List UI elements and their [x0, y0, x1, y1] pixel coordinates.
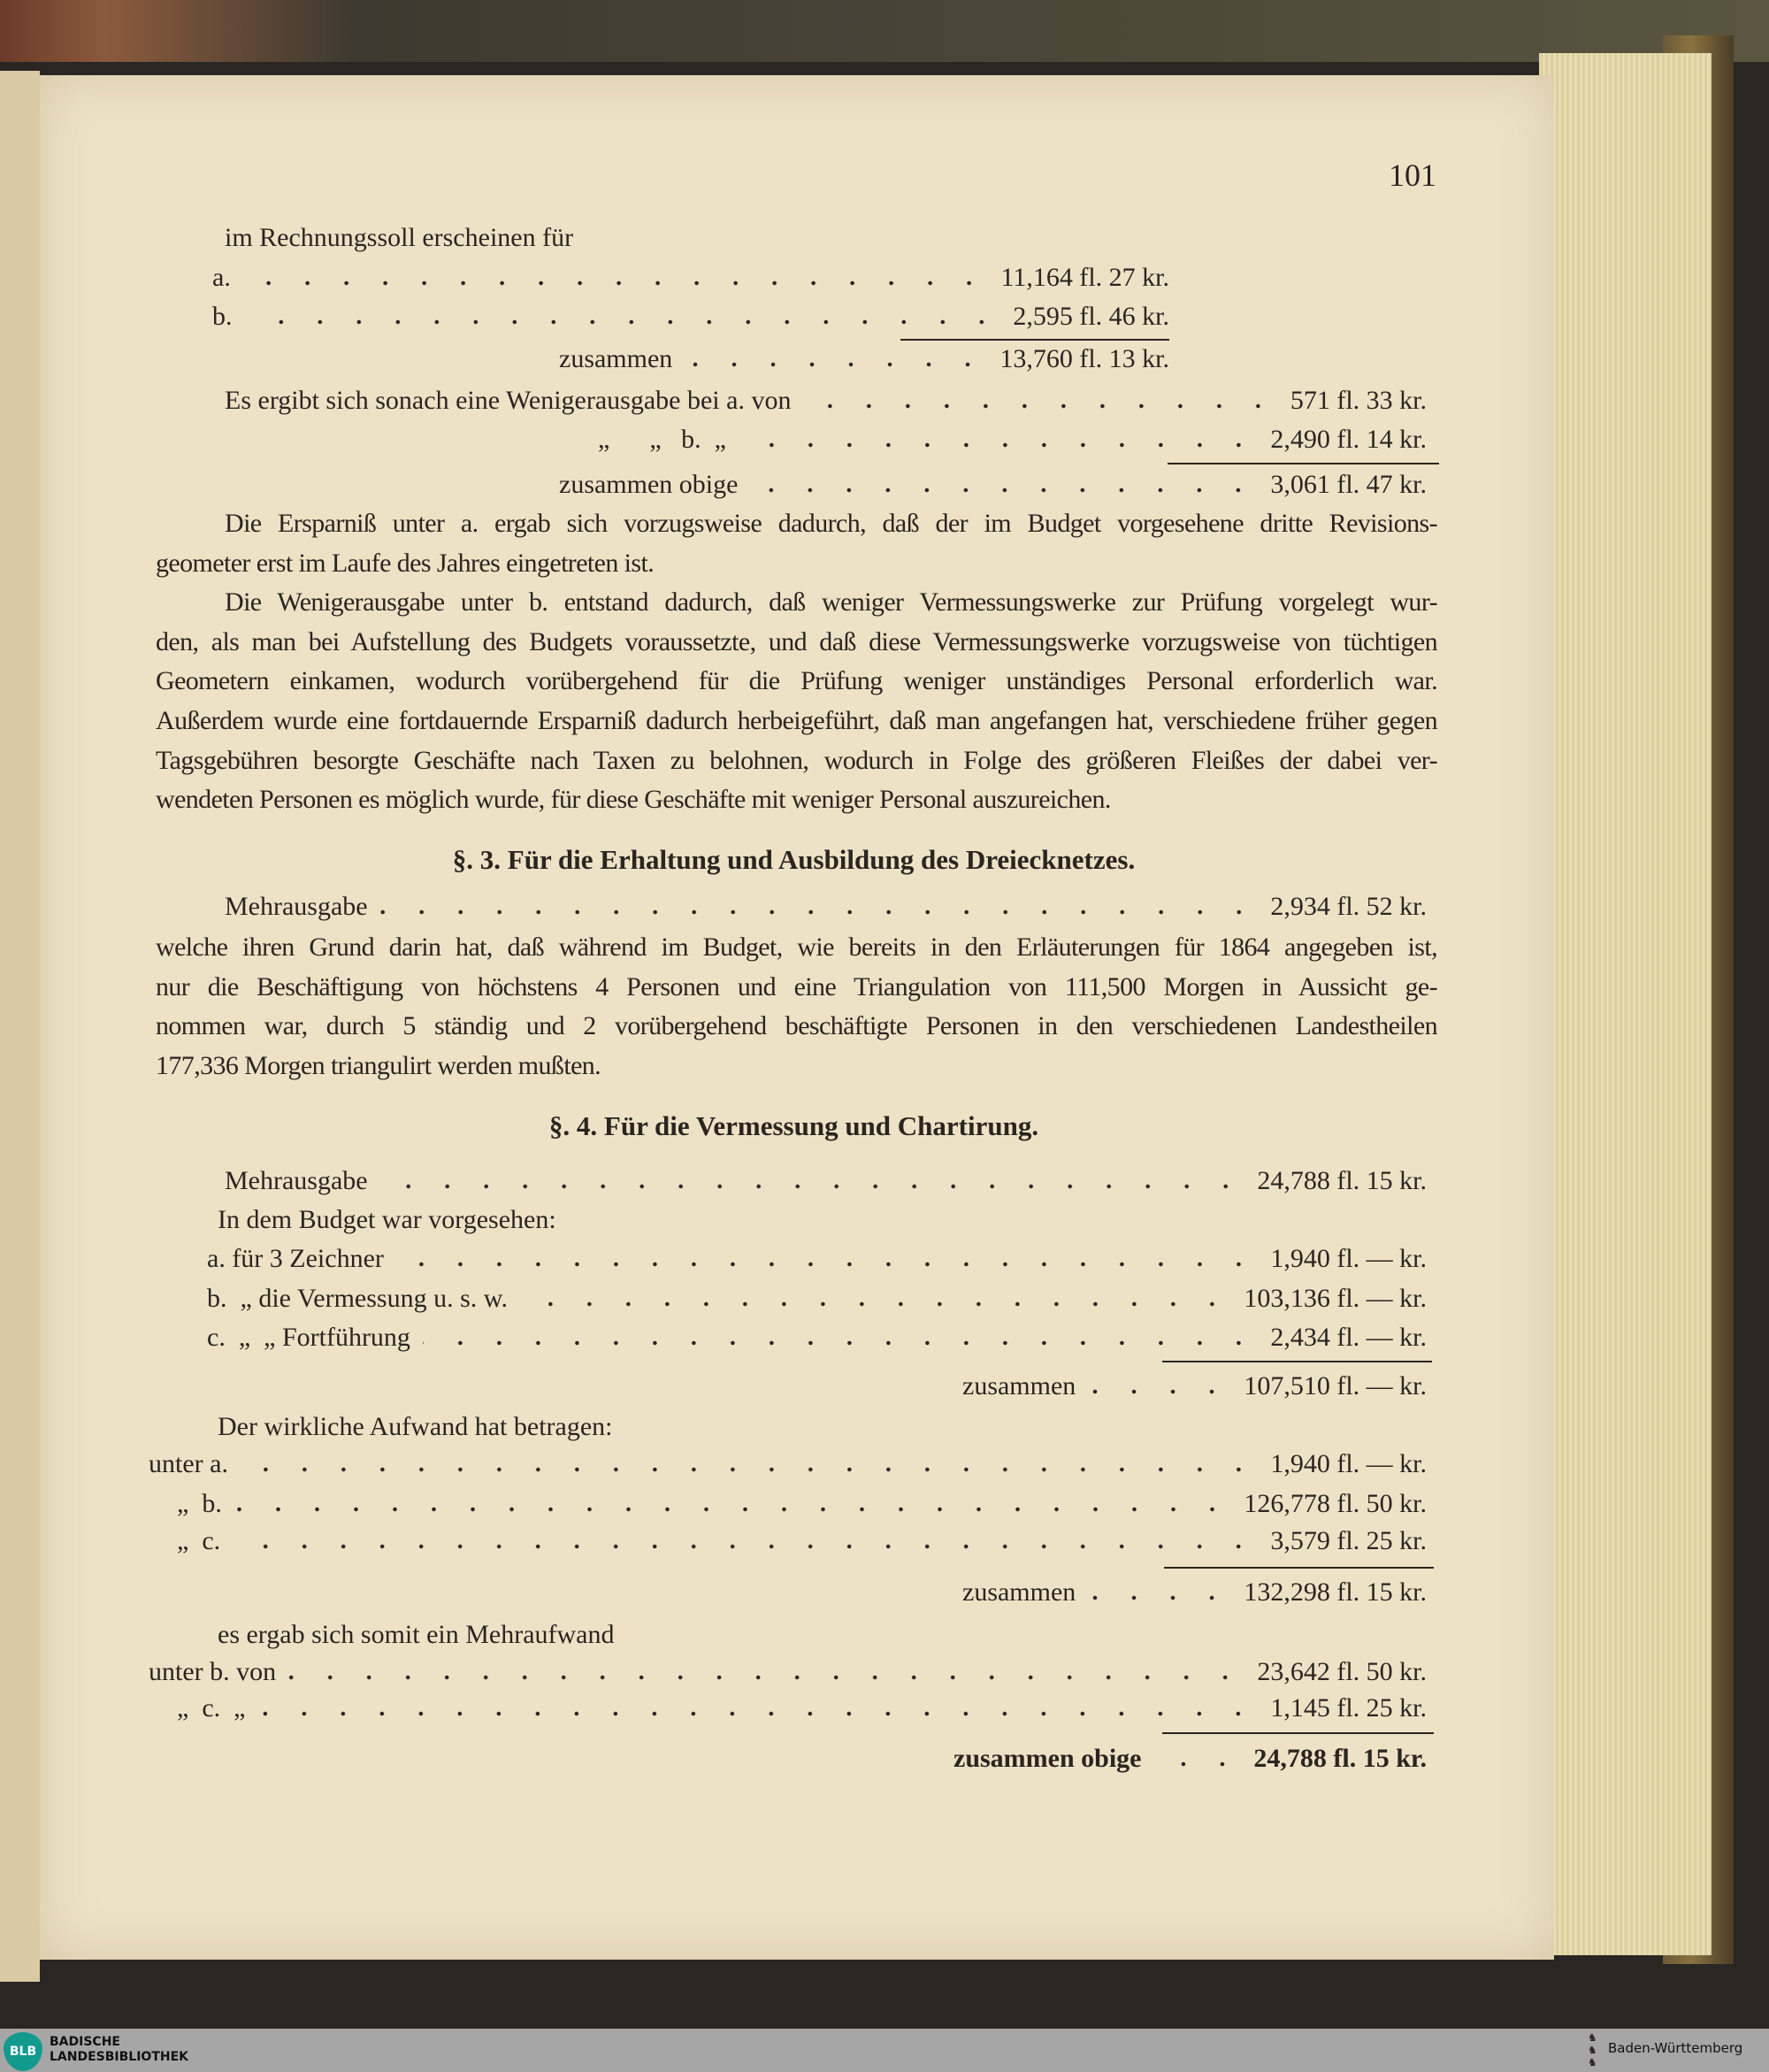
budget-intro: In dem Budget war vorgesehen: — [218, 1205, 556, 1234]
row-amount: 1,940 fl. — kr. — [1270, 1449, 1427, 1478]
row-amount: 103,136 fl. — kr. — [1244, 1284, 1427, 1313]
state-label[interactable]: Baden-Württemberg — [1608, 2040, 1743, 2056]
row-label: c. „ „ Fortführung — [207, 1323, 410, 1352]
library-name-line2: LANDESBIBLIOTHEK — [50, 2050, 189, 2064]
row-amount: 571 fl. 33 kr. — [1290, 386, 1427, 415]
sum-rule — [1164, 1567, 1434, 1569]
section3-heading: §. 3. Für die Erhaltung und Ausbildung des Dreiecknetzes. — [452, 844, 1136, 875]
page-stack-edge — [1539, 53, 1712, 1955]
library-name[interactable] — [50, 2035, 188, 2065]
section4-heading: §. 4. Für die Vermessung und Chartirung. — [548, 1110, 1039, 1141]
blb-logo[interactable]: BLB — [4, 2032, 42, 2071]
paragraph-wenigerausgabe — [156, 583, 1437, 820]
row-amount: 24,788 fl. 15 kr. — [1257, 1166, 1427, 1195]
text-line: nommen war, durch 5 ständig und 2 vorübergehend beschäftigte Personen in den verschiedenen Landestheilen — [156, 1011, 1437, 1041]
text-line: 177,336 Morgen triangulirt werden mußten. — [156, 1051, 601, 1081]
excess-row-b — [149, 1654, 1427, 1690]
row-label: unter a. — [149, 1449, 228, 1478]
row-label: zusammen — [962, 1577, 1076, 1607]
dot-leader — [750, 487, 1258, 493]
row-amount: 13,760 fl. 13 kr. — [999, 344, 1169, 373]
row-amount: 23,642 fl. 50 kr. — [1257, 1657, 1427, 1686]
text-line: Geometern einkamen, wodurch vorübergehend für die Prüfung weniger unständiges Personal erforderlich war. — [156, 666, 1437, 696]
row-amount: 24,788 fl. 15 kr. — [1253, 1744, 1427, 1773]
baden-wuerttemberg-lions-icon: ♞ ♞ ♞ — [1588, 2031, 1597, 2068]
row-amount: 2,934 fl. 52 kr. — [1270, 892, 1427, 921]
sum-rule — [1168, 463, 1439, 464]
row-label: zusammen obige — [953, 1744, 1142, 1773]
text-line: Außerdem wurde eine fortdauernde Ersparniß dadurch herbeigeführt, daß man angefangen hat, verschiedene früher gegen — [156, 706, 1437, 736]
dot-leader — [380, 909, 1259, 915]
budget-row-b — [207, 1281, 1427, 1316]
row-amount: 132,298 fl. 15 kr. — [1244, 1577, 1427, 1607]
sum-rule — [900, 339, 1169, 341]
row-label: „ b. — [177, 1489, 222, 1518]
sum-rule — [1162, 1732, 1434, 1734]
excess-sum — [953, 1741, 1427, 1777]
row-amount: 1,940 fl. — kr. — [1270, 1244, 1427, 1273]
section3-mehrausgabe — [225, 889, 1427, 925]
row-label: Mehrausgabe — [225, 1166, 368, 1195]
row-label: Mehrausgabe — [225, 892, 368, 921]
text-line: welche ihren Grund darin hat, daß während im Budget, wie bereits in den Erläuterungen für 1864 angegeben ist, — [156, 932, 1437, 962]
block1-intro: im Rechnungssoll erscheinen für — [225, 223, 574, 252]
row-amount: 3,579 fl. 25 kr. — [1270, 1526, 1427, 1555]
row-amount: 3,061 fl. 47 kr. — [1270, 470, 1427, 499]
page-number: 101 — [1389, 157, 1436, 193]
budget-sum — [962, 1369, 1427, 1404]
actual-row-b — [177, 1486, 1427, 1522]
dot-leader — [1154, 1761, 1242, 1767]
text-line: geometer erst im Laufe des Jahres eingetreten ist. — [156, 548, 655, 578]
dot-leader — [243, 280, 989, 286]
block1-diff-b — [598, 422, 1427, 457]
dot-leader — [380, 1184, 1245, 1189]
left-page-edge — [0, 71, 40, 1982]
dot-leader — [288, 1675, 1244, 1680]
actual-row-a — [149, 1447, 1427, 1482]
sum-rule — [1162, 1361, 1432, 1362]
dot-leader — [233, 1544, 1258, 1549]
block1-diff-sum — [559, 467, 1427, 503]
row-label: unter b. von — [149, 1657, 277, 1686]
dot-leader — [1088, 1595, 1231, 1600]
text-line: wendeten Personen es möglich wurde, für diese Geschäfte mit weniger Personal auszureichen. — [156, 785, 1111, 815]
row-amount: 2,434 fl. — kr. — [1270, 1323, 1427, 1352]
budget-row-c — [207, 1320, 1427, 1355]
text-line: Tagsgebühren besorgte Geschäfte nach Taxen zu belohnen, wodurch in Folge des größeren Fleißes der dabei ver- — [156, 745, 1437, 775]
budget-row-a — [207, 1241, 1427, 1277]
dot-leader — [234, 1507, 1232, 1512]
row-amount: 2,595 fl. 46 kr. — [1013, 302, 1169, 331]
row-amount: 1,145 fl. 25 kr. — [1270, 1693, 1427, 1723]
section3-text — [156, 928, 1437, 1086]
library-name-line1: BADISCHE — [50, 2035, 120, 2049]
dot-leader — [257, 1711, 1258, 1716]
block1-row-b — [212, 299, 1169, 334]
actual-intro: Der wirkliche Aufwand hat betragen: — [218, 1412, 613, 1441]
row-label: zusammen obige — [559, 470, 739, 499]
text-line: Die Wenigerausgabe unter b. entstand dadurch, daß weniger Vermessungswerke zur Prüfung vorgelegt wur- — [225, 587, 1437, 617]
dot-leader — [520, 1301, 1231, 1307]
block1-row-a — [212, 260, 1169, 295]
block1-diff-a — [225, 383, 1427, 418]
row-label: zusammen — [962, 1371, 1076, 1401]
row-amount: 11,164 fl. 27 kr. — [1000, 263, 1169, 292]
paragraph-ersparnis — [156, 504, 1437, 583]
row-amount: 2,490 fl. 14 kr. — [1270, 425, 1427, 454]
row-label: Es ergibt sich sonach eine Wenigerausgabe bei a. von — [225, 386, 792, 415]
text-line: den, als man bei Aufstellung des Budgets voraussetzte, und daß diese Vermessungswerke vorzugsweise von tüchtigen — [156, 626, 1437, 656]
row-amount: 126,778 fl. 50 kr. — [1244, 1489, 1427, 1518]
block1-sum — [559, 341, 1169, 377]
row-label: b. — [212, 302, 233, 331]
row-label: „ c. „ — [177, 1693, 246, 1723]
row-label: „ „ b. „ — [598, 425, 726, 454]
dot-leader — [396, 1262, 1258, 1267]
dot-leader — [803, 403, 1277, 409]
row-label: b. „ die Vermessung u. s. w. — [207, 1284, 508, 1313]
row-amount: 107,510 fl. — kr. — [1244, 1371, 1427, 1401]
viewer-footer — [0, 2029, 1769, 2072]
excess-intro: es ergab sich somit ein Mehraufwand — [218, 1620, 615, 1649]
row-label: a. — [212, 263, 231, 292]
text-line: nur die Beschäftigung von höchstens 4 Personen und eine Triangulation von 111,500 Morgen in Aussicht ge- — [156, 971, 1437, 1001]
row-label: „ c. — [177, 1526, 221, 1555]
book-top-edge — [0, 0, 1769, 62]
actual-row-c — [177, 1523, 1427, 1559]
dot-leader — [423, 1340, 1258, 1346]
dot-leader — [1088, 1389, 1231, 1394]
dot-leader — [739, 442, 1258, 448]
row-label: zusammen — [559, 344, 673, 373]
section4-mehrausgabe — [225, 1163, 1427, 1199]
dot-leader — [685, 362, 987, 367]
row-label: a. für 3 Zeichner — [207, 1244, 384, 1273]
dot-leader — [241, 1467, 1258, 1472]
actual-sum — [962, 1575, 1427, 1610]
dot-leader — [245, 319, 1001, 325]
excess-row-c — [177, 1691, 1427, 1726]
text-line: Die Ersparniß unter a. ergab sich vorzugsweise dadurch, daß der im Budget vorgesehene dritte Revisions- — [225, 509, 1437, 538]
